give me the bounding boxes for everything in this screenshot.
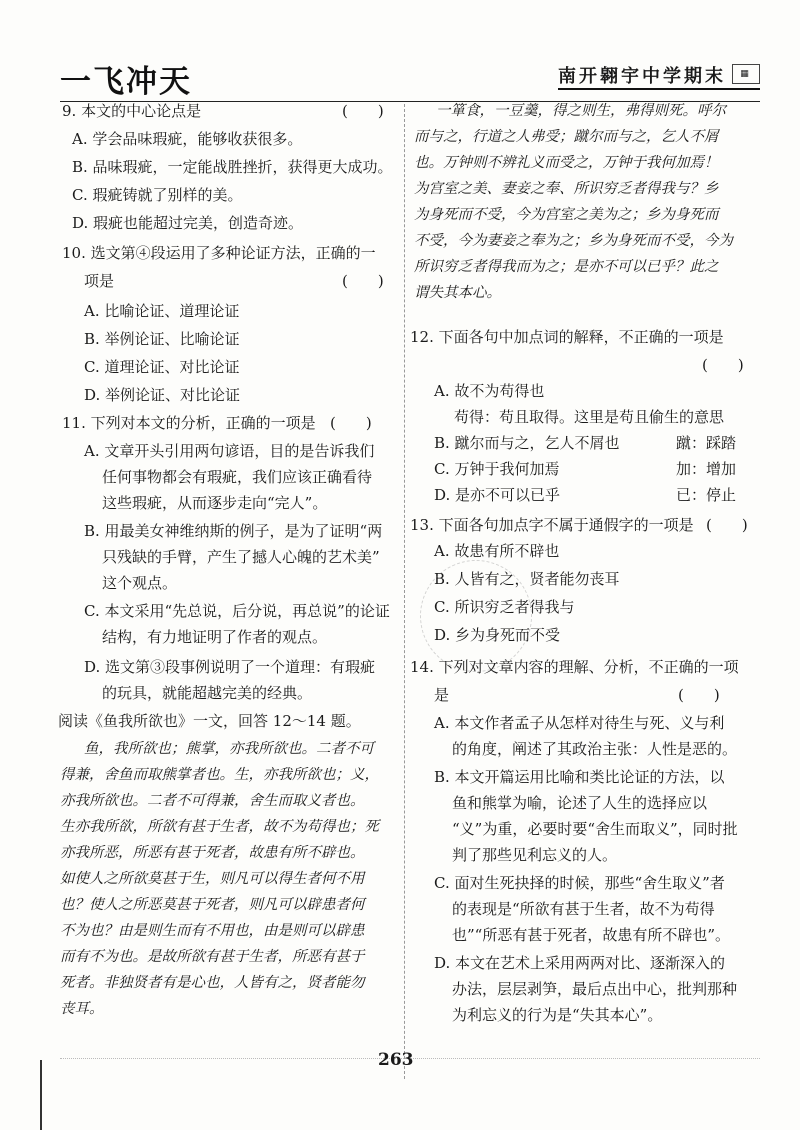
q14-option-b-line3: “义”为重，必要时要“舍生而取义”，同时批	[452, 820, 738, 838]
q10-option-a: A. 比喻论证、道理论证	[84, 302, 240, 320]
classical-cont-line-7: 所识穷乏者得我而为之；是亦不可以已乎？此之	[414, 259, 719, 275]
classical-cont-line-2: 而与之，行道之人弗受；蹴尔而与之，乞人不屑	[414, 129, 719, 145]
q12-option-b: B. 蹴尔而与之，乞人不屑也	[434, 434, 620, 452]
q14-option-a-line1: A. 本文作者孟子从怎样对待生与死、义与利	[434, 714, 725, 732]
q13-option-a: A. 故患有所不辟也	[434, 542, 560, 560]
q11-option-a-line3: 这些瑕疵，从而逐步走向“完人”。	[102, 494, 328, 512]
q14-option-d-line3: 为利忘义的行为是“失其本心”。	[452, 1006, 663, 1024]
q14-option-c-line2: 的表现是“所欲有甚于生者，故不为苟得	[452, 900, 715, 918]
classical-line-11: 丧耳。	[60, 1001, 104, 1017]
q13-option-c: C. 所识穷乏者得我与	[434, 598, 575, 616]
q12-option-a: A. 故不为苟得也	[434, 382, 545, 400]
classical-line-2: 得兼，舍鱼而取熊掌者也。生，亦我所欲也；义，	[60, 767, 379, 783]
q11-option-a-line1: A. 文章开头引用两句谚语，目的是告诉我们	[84, 442, 375, 460]
classical-line-6: 如使人之所欲莫甚于生，则凡可以得生者何不用	[60, 871, 365, 887]
q12-option-c-note: 加：增加	[676, 460, 737, 478]
classical-line-3: 亦我所欲也。二者不可得兼，舍生而取义者也。	[60, 793, 365, 809]
q9-option-d: D. 瑕疵也能超过完美，创造奇迹。	[72, 214, 304, 232]
brand-title: 一飞冲天	[60, 64, 192, 100]
q11-option-d-line1: D. 选文第③段事例说明了一个道理：有瑕疵	[84, 658, 376, 676]
q11-option-a-line2: 任何事物都会有瑕疵，我们应该正确看待	[102, 468, 373, 486]
classical-line-8: 不为也？由是则生而有不用也，由是则可以辟患	[60, 923, 365, 939]
q10-answer-paren: ( )	[342, 272, 384, 290]
classical-line-7: 也？使人之所恶莫甚于死者，则凡可以辟患者何	[60, 897, 365, 913]
classical-cont-line-8: 谓失其本心。	[414, 285, 501, 301]
reading-intro: 阅读《鱼我所欲也》一文，回答 12～14 题。	[58, 712, 361, 730]
classical-line-9: 而有不为也。是故所欲有甚于生者，所恶有甚于	[60, 949, 365, 965]
q9-option-a: A. 学会品味瑕疵，能够收获很多。	[72, 130, 303, 148]
classical-cont-line-4: 为宫室之美、妻妾之奉、所识穷乏者得我与？乡	[414, 181, 719, 197]
q13-answer-paren: ( )	[706, 516, 748, 534]
q12-option-c: C. 万钟于我何加焉	[434, 460, 560, 478]
classical-line-10: 死者。非独贤者有是心也，人皆有之，贤者能勿	[60, 975, 365, 991]
q10-stem-line1: 10. 选文第④段运用了多种论证方法，正确的一	[62, 244, 376, 262]
q14-option-c-line3: 也”“所恶有甚于死者，故患有所不辟也”。	[452, 926, 731, 944]
series-badge-icon: ▦	[732, 64, 760, 84]
q12-option-a-note: 苟得：苟且取得。这里是苟且偷生的意思	[454, 408, 725, 426]
q13-stem: 13. 下面各句加点字不属于通假字的一项是	[410, 516, 694, 534]
q12-option-b-note: 蹴：踩踏	[676, 434, 737, 452]
q11-option-d-line2: 的玩具，就能超越完美的经典。	[102, 684, 313, 702]
series-label: 南开翱宇中学期末	[558, 66, 726, 87]
q10-option-d: D. 举例论证、对比论证	[84, 386, 241, 404]
q11-option-c-line2: 结构，有力地证明了作者的观点。	[102, 628, 328, 646]
q13-option-b: B. 人皆有之，贤者能勿丧耳	[434, 570, 620, 588]
q11-answer-paren: ( )	[330, 414, 372, 432]
q14-option-c-line1: C. 面对生死抉择的时候，那些“舍生取义”者	[434, 874, 725, 892]
classical-cont-line-3: 也。万钟则不辨礼义而受之，万钟于我何加焉！	[414, 155, 719, 171]
q9-answer-paren: ( )	[342, 102, 384, 120]
q11-stem: 11. 下列对本文的分析，正确的一项是	[62, 414, 316, 432]
q9-option-b: B. 品味瑕疵，一定能战胜挫折，获得更大成功。	[72, 158, 393, 176]
q12-stem: 12. 下面各句中加点词的解释，不正确的一项是	[410, 328, 724, 346]
q10-option-c: C. 道理论证、对比论证	[84, 358, 240, 376]
q14-stem-line1: 14. 下列对文章内容的理解、分析，不正确的一项	[410, 658, 739, 676]
classical-cont-line-6: 不受，今为妻妾之奉为之；乡为身死而不受，今为	[414, 233, 733, 249]
q9-option-c: C. 瑕疵铸就了别样的美。	[72, 186, 243, 204]
q9-stem: 9. 本文的中心论点是	[62, 102, 202, 120]
scan-edge	[40, 1060, 42, 1130]
page-number: 263	[378, 1050, 414, 1070]
q11-option-b-line2: 只残缺的手臂，产生了撼人心魄的艺术美”	[102, 548, 380, 566]
q14-option-d-line1: D. 本文在艺术上采用两两对比、逐渐深入的	[434, 954, 726, 972]
q14-option-b-line2: 鱼和熊掌为喻，论述了人生的选择应以	[452, 794, 708, 812]
q14-stem-line2: 是	[434, 686, 450, 704]
classical-line-5: 亦我所恶，所恶有甚于死者，故患有所不辟也。	[60, 845, 365, 861]
q11-option-b-line3: 这个观点。	[102, 574, 178, 592]
classical-cont-line-1: 一箪食，一豆羹，得之则生，弗得则死。呼尔	[436, 103, 726, 119]
q14-answer-paren: ( )	[678, 686, 720, 704]
classical-cont-line-5: 为身死而不受，今为宫室之美为之；乡为身死而	[414, 207, 719, 223]
q11-option-b-line1: B. 用最美女神维纳斯的例子，是为了证明“两	[84, 522, 383, 540]
column-divider	[404, 104, 405, 1079]
classical-line-1: 鱼，我所欲也；熊掌，亦我所欲也。二者不可	[84, 741, 374, 757]
classical-line-4: 生亦我所欲，所欲有甚于生者，故不为苟得也；死	[60, 819, 379, 835]
q14-option-d-line2: 办法，层层剥笋，最后点出中心，批判那种	[452, 980, 738, 998]
q14-option-b-line4: 判了那些见利忘义的人。	[452, 846, 618, 864]
q14-option-b-line1: B. 本文开篇运用比喻和类比论证的方法，以	[434, 768, 725, 786]
q10-option-b: B. 举例论证、比喻论证	[84, 330, 240, 348]
q10-stem-line2: 项是	[84, 272, 115, 290]
q12-option-d: D. 是亦不可以已乎	[434, 486, 561, 504]
q13-option-d: D. 乡为身死而不受	[434, 626, 561, 644]
q12-answer-paren: ( )	[702, 356, 744, 374]
q11-option-c-line1: C. 本文采用“先总说，后分说，再总说”的论证	[84, 602, 390, 620]
page-header	[60, 56, 760, 104]
series-title	[558, 62, 760, 90]
q12-option-d-note: 已：停止	[676, 486, 737, 504]
q14-option-a-line2: 的角度，阐述了其政治主张：人性是恶的。	[452, 740, 738, 758]
